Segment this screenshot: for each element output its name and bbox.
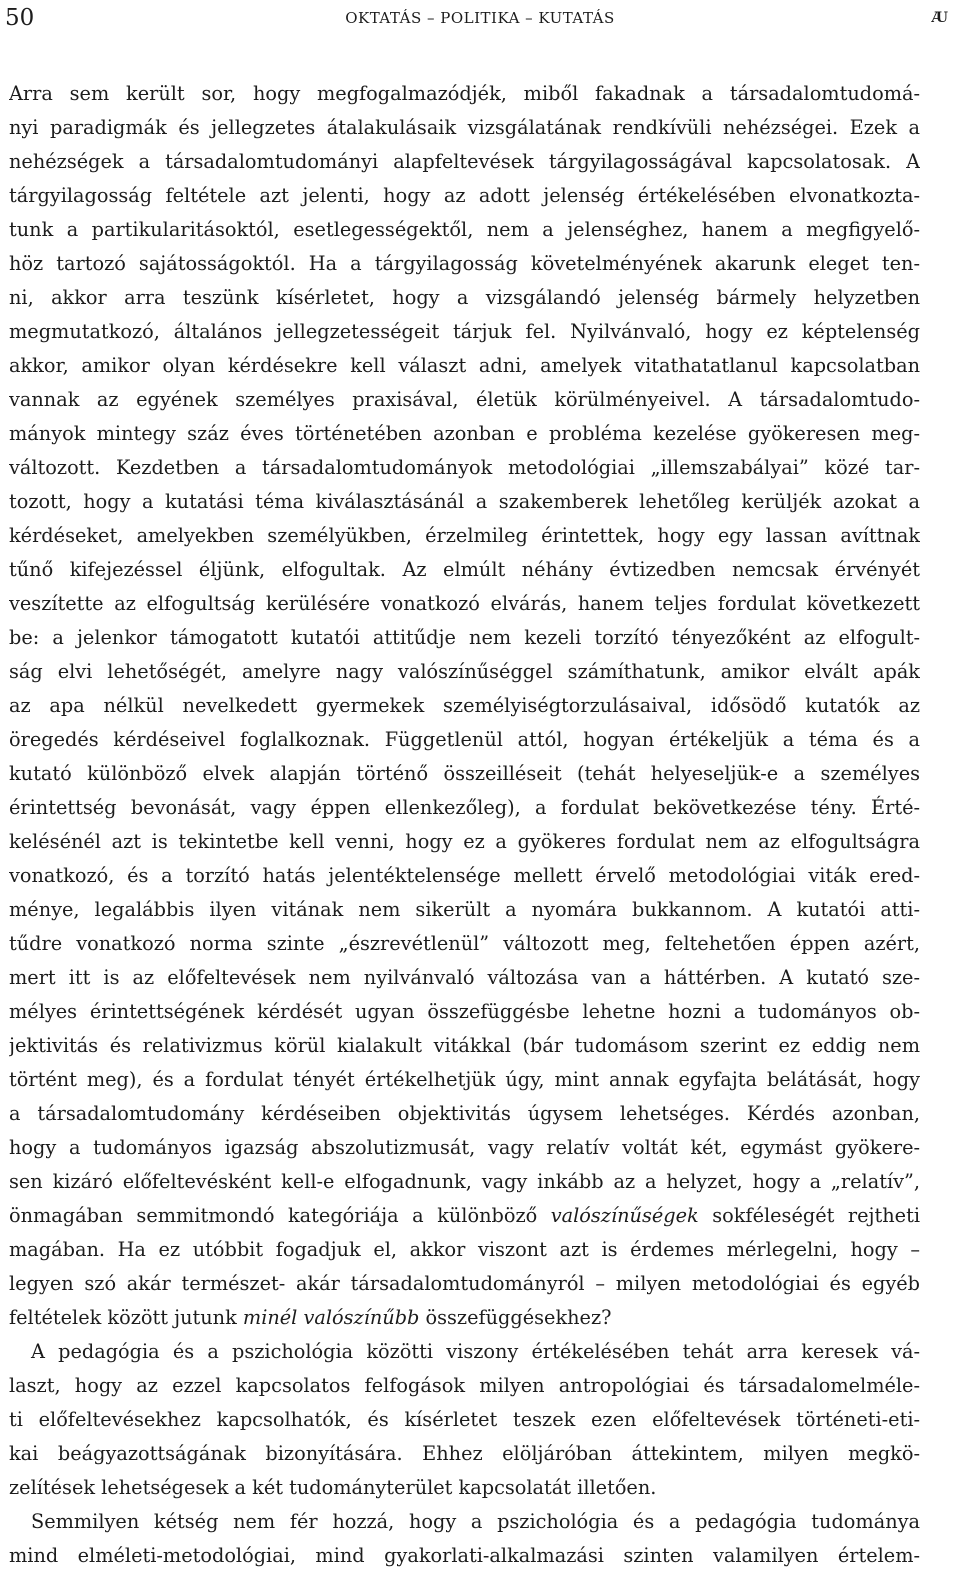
text-segment: Semmilyen kétség nem fér hozzá, hogy a pszichológia és a pedagógia tudománya <box>31 1510 920 1533</box>
text-line <box>9 213 920 247</box>
text-line <box>9 111 920 145</box>
text-segment: ság elvi lehetőségét, amelyre nagy valószínűséggel számíthatunk, amikor elvált apák <box>9 660 920 683</box>
text-line <box>9 383 920 417</box>
text-segment: változott. Kezdetben a társadalomtudományok metodológiai „illemszabályai” közé tar- <box>9 456 920 479</box>
text-line <box>9 791 920 825</box>
text-line <box>9 451 920 485</box>
text-segment: tárgyilagosság feltétele azt jelenti, hogy az adott jelenség értékelésében elvonatkozta- <box>9 184 920 207</box>
text-segment: nehézségek a társadalomtudományi alapfeltevések tárgyilagosságával kapcsolatosak. A <box>9 150 920 173</box>
text-line <box>9 1471 920 1505</box>
text-line <box>9 1437 920 1471</box>
text-segment: legyen szó akár természet- akár társadalomtudományról – milyen metodológiai és egyéb <box>9 1272 920 1295</box>
text-line <box>9 655 920 689</box>
body-text <box>9 77 920 1573</box>
text-segment: mélyes érintettségének kérdését ugyan összefüggésbe lehetne hozni a tudományos ob- <box>9 1000 920 1023</box>
text-line <box>9 927 920 961</box>
text-line <box>9 1131 920 1165</box>
text-line <box>9 1029 920 1063</box>
text-segment: nyi paradigmák és jellegzetes átalakulásaik vizsgálatának rendkívüli nehézségei. Ezek a <box>9 116 920 139</box>
text-line <box>9 1403 920 1437</box>
text-line <box>9 1199 920 1233</box>
text-line <box>9 587 920 621</box>
text-line <box>9 961 920 995</box>
text-line <box>9 893 920 927</box>
text-segment: mind elméleti-metodológiai, mind gyakorlati-alkalmazási szinten valamilyen értelem- <box>9 1544 920 1567</box>
text-line <box>9 1505 920 1539</box>
text-segment: ni, akkor arra teszünk kísérletet, hogy a vizsgálandó jelenség bármely helyzetben <box>9 286 920 309</box>
text-line <box>9 1097 920 1131</box>
text-line <box>9 621 920 655</box>
text-line <box>9 689 920 723</box>
text-segment: sokféleségét rejtheti <box>698 1204 920 1227</box>
text-segment: tozott, hogy a kutatási téma kiválasztásánál a szakemberek lehetőleg kerüljék azokat a <box>9 490 920 513</box>
text-line <box>9 995 920 1029</box>
text-segment: kelésénél azt is tekintetbe kell venni, hogy ez a gyökeres fordulat nem az elfogultságra <box>9 830 920 853</box>
text-segment: Arra sem került sor, hogy megfogalmazódjék, miből fakadnak a társadalomtudomá- <box>9 82 920 105</box>
text-segment: a társadalomtudomány kérdéseiben objektivitás úgysem lehetséges. Kérdés azonban, <box>9 1102 920 1125</box>
text-line <box>9 859 920 893</box>
text-line <box>9 145 920 179</box>
text-segment: sen kizáró előfeltevésként kell-e elfogadnunk, vagy inkább az a helyzet, hogy a „relatív”, <box>9 1170 920 1193</box>
text-segment: az apa nélkül nevelkedett gyermekek személyiségtorzulásaival, idősödő kutatók az <box>9 694 920 717</box>
text-line <box>9 349 920 383</box>
text-segment: be: a jelenkor támogatott kutatói attitűdje nem kezeli torzító tényezőként az elfogult- <box>9 626 920 649</box>
text-segment: érintettség bevonását, vagy éppen ellenkezőleg), a fordulat bekövetkezése tény. Érté- <box>9 796 920 819</box>
italic-phrase: valószínűségek <box>550 1204 699 1227</box>
text-line <box>9 1335 920 1369</box>
running-header <box>0 4 960 32</box>
text-line <box>9 519 920 553</box>
text-segment: öregedés kérdéseivel foglalkoznak. Függetlenül attól, hogyan értékeljük a téma és a <box>9 728 920 751</box>
text-segment: A pedagógia és a pszichológia közötti viszony értékelésében tehát arra keresek vá- <box>31 1340 920 1363</box>
paragraph <box>9 1335 920 1505</box>
text-segment: hogy a tudományos igazság abszolutizmusát, vagy relatív voltát két, egymást gyökere- <box>9 1136 920 1159</box>
text-segment: kutató különböző elvek alapján történő összeilléseit (tehát helyeseljük-e a személyes <box>9 762 920 785</box>
text-segment: magában. Ha ez utóbbit fogadjuk el, akkor viszont azt is érdemes mérlegelni, hogy – <box>9 1238 920 1261</box>
text-segment: tűnő kifejezéssel éljünk, elfogultak. Az elmúlt néhány évtizedben nemcsak érvényét <box>9 558 920 581</box>
text-segment: höz tartozó sajátosságoktól. Ha a tárgyilagosság követelményének akarunk eleget ten- <box>9 252 920 275</box>
text-line <box>9 1539 920 1573</box>
paragraph <box>9 77 920 1335</box>
text-segment: tunk a partikularitásoktól, esetlegességektől, nem a jelenséghez, hanem a megfigyelő- <box>9 218 920 241</box>
text-segment: mányok mintegy száz éves történetében azonban e probléma kezelése gyökeresen meg- <box>9 422 920 445</box>
text-segment: feltételek között jutunk <box>9 1306 243 1329</box>
paragraph <box>9 1505 920 1573</box>
text-line <box>9 553 920 587</box>
text-segment: önmagában semmitmondó kategóriája a különböző <box>9 1204 551 1227</box>
text-segment: történt meg), és a fordulat tényét értékelhetjük úgy, mint annak egyfajta belátását, hogy <box>9 1068 920 1091</box>
text-line <box>9 825 920 859</box>
text-line <box>9 723 920 757</box>
text-line <box>9 1063 920 1097</box>
text-line <box>9 281 920 315</box>
text-line <box>9 179 920 213</box>
page-number: 50 <box>5 5 35 31</box>
text-segment: ménye, legalábbis ilyen vitának nem sikerült a nyomára bukkannom. A kutatói atti- <box>9 898 920 921</box>
text-segment: vonatkozó, és a torzító hatás jelentéktelensége mellett érvelő metodológiai viták ered- <box>9 864 920 887</box>
text-segment: megmutatkozó, általános jellegzetességeit tárjuk fel. Nyilvánvaló, hogy ez képtelenség <box>9 320 920 343</box>
running-title: OKTATÁS – POLITIKA – KUTATÁS <box>345 9 615 27</box>
text-segment: laszt, hogy az ezzel kapcsolatos felfogások milyen antropológiai és társadalomelméle- <box>9 1374 920 1397</box>
text-line <box>9 1233 920 1267</box>
text-segment: mert itt is az előfeltevések nem nyilvánvaló változása van a háttérben. A kutató sze- <box>9 966 920 989</box>
text-line <box>9 417 920 451</box>
text-line <box>9 1301 920 1335</box>
text-segment: zelítések lehetségesek a két tudományterület kapcsolatát illetően. <box>9 1476 657 1499</box>
text-line <box>9 757 920 791</box>
italic-phrase: minél valószínűbb <box>242 1306 420 1329</box>
text-segment: jektivitás és relativizmus körül kialakult vitákkal (bár tudomásom szerint ez eddig nem <box>9 1034 920 1057</box>
ornament-glyph: Ꜷ <box>931 10 948 26</box>
text-segment: vannak az egyének személyes praxisával, életük körülményeivel. A társadalomtudo- <box>9 388 920 411</box>
text-segment: veszítette az elfogultság kerülésére vonatkozó elvárás, hanem teljes fordulat következett <box>9 592 920 615</box>
text-segment: összefüggésekhez? <box>419 1306 612 1329</box>
text-segment: tűdre vonatkozó norma szinte „észrevétlenül” változott meg, feltehetően éppen azért, <box>9 932 920 955</box>
text-line <box>9 485 920 519</box>
text-line <box>9 1369 920 1403</box>
text-segment: kai beágyazottságának bizonyítására. Ehhez elöljáróban áttekintem, milyen megkö- <box>9 1442 920 1465</box>
text-line <box>9 77 920 111</box>
text-line <box>9 1165 920 1199</box>
text-line <box>9 1267 920 1301</box>
text-segment: kérdéseket, amelyekben személyükben, érzelmileg érintettek, hogy egy lassan avíttnak <box>9 524 920 547</box>
text-line <box>9 315 920 349</box>
text-segment: ti előfeltevésekhez kapcsolhatók, és kísérletet teszek ezen előfeltevések történeti-eti- <box>9 1408 920 1431</box>
text-segment: akkor, amikor olyan kérdésekre kell választ adni, amelyek vitathatatlanul kapcsolatban <box>9 354 920 377</box>
text-line <box>9 247 920 281</box>
